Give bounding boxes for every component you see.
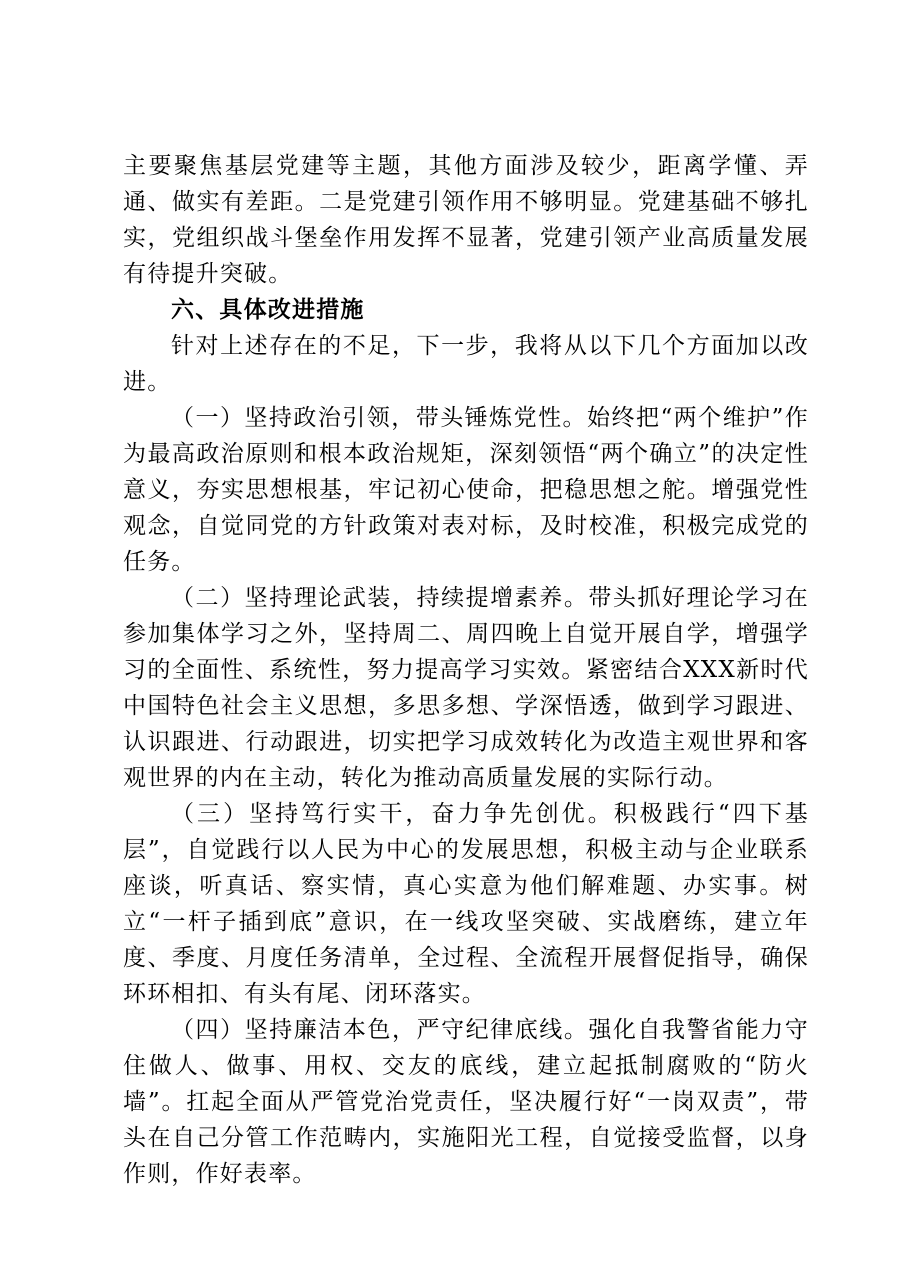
paragraph-intro: 针对上述存在的不足，下一步，我将从以下几个方面加以改进。 bbox=[123, 333, 809, 395]
paragraph-measure-1: （一）坚持政治引领，带头锤炼党性。始终把“两个维护”作为最高政治原则和根本政治规矩，深刻领悟“两个确立”的决定性意义，夯实思想根基，牢记初心使命，把稳思想之舵。增强党性观念，自觉同党的方针政策对表对标，及时校准，积极完成党的任务。 bbox=[123, 405, 809, 575]
paragraph-continuation: 主要聚焦基层党建等主题，其他方面涉及较少，距离学懂、弄通、做实有差距。二是党建引领作用不够明显。党建基础不够扎实，党组织战斗堡垒作用发挥不显著，党建引领产业高质量发展有待提升突破。 bbox=[123, 153, 809, 287]
paragraph-measure-4: （四）坚持廉洁本色，严守纪律底线。强化自我警省能力守住做人、做事、用权、交友的底线，建立起抵制腐败的“防火墙”。扛起全面从严管党治党责任，坚决履行好“一岗双责”，带头在自己分管工作范畴内，实施阳光工程，自觉接受监督，以身作则，作好表率。 bbox=[123, 1017, 809, 1187]
section-heading: 六、具体改进措施 bbox=[171, 297, 365, 323]
paragraph-measure-2: （二）坚持理论武装，持续提增素养。带头抓好理论学习在参加集体学习之外，坚持周二、周四晚上自觉开展自学，增强学习的全面性、系统性，努力提高学习实效。紧密结合XXX新时代中国特色社会主义思想，多思多想、学深悟透，做到学习跟进、认识跟进、行动跟进，切实把学习成效转化为改造主观世界和客观世界的内在主动，转化为推动高质量发展的实际行动。 bbox=[123, 585, 809, 791]
document-body bbox=[123, 148, 809, 1192]
paragraph-measure-3: （三）坚持笃行实干，奋力争先创优。积极践行“四下基层”，自觉践行以人民为中心的发展思想，积极主动与企业联系座谈，听真话、察实情，真心实意为他们解难题、办实事。树立“一杆子插到底”意识，在一线攻坚突破、实战磨练，建立年度、季度、月度任务清单，全过程、全流程开展督促指导，确保环环相扣、有头有尾、闭环落实。 bbox=[123, 801, 809, 1007]
